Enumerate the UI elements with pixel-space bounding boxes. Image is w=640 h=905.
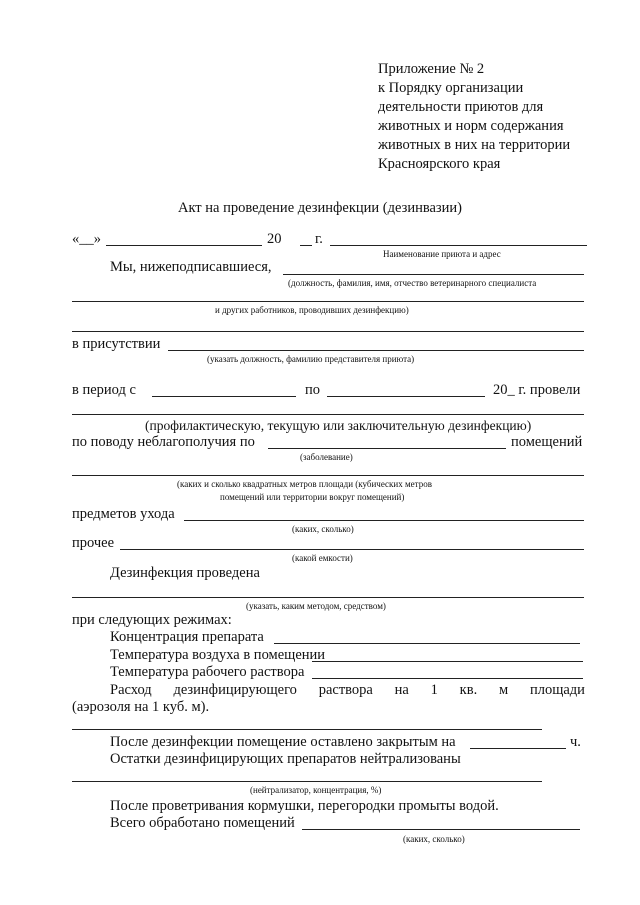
solution-temp-field[interactable] xyxy=(312,678,583,679)
appendix-line: деятельности приютов для xyxy=(378,99,544,115)
total-label: Всего обработано помещений xyxy=(110,815,295,831)
other-label: прочее xyxy=(72,535,115,551)
air-temp-field[interactable] xyxy=(312,661,583,662)
closed-hours-field[interactable] xyxy=(470,748,566,749)
aerosol-text: (аэрозоля на 1 куб. м). xyxy=(72,699,210,715)
care-field[interactable] xyxy=(184,520,584,521)
area-field[interactable] xyxy=(72,475,584,476)
presence-hint: (указать должность, фамилию представителя приюта) xyxy=(207,354,415,364)
closed-suffix: ч. xyxy=(570,734,581,750)
appendix-line: Приложение № 2 xyxy=(378,61,485,77)
shelter-hint: Наименование приюта и адрес xyxy=(383,249,501,259)
consumption-word: дезинфицирующего xyxy=(173,682,297,698)
care-label: предметов ухода xyxy=(72,506,175,522)
total-field[interactable] xyxy=(302,829,580,830)
page-title: Акт на проведение дезинфекции (дезинвазии) xyxy=(177,200,463,216)
consumption-word: раствора xyxy=(318,682,373,698)
period-year: 20_ г. провели xyxy=(493,382,581,398)
year-field[interactable] xyxy=(300,245,312,246)
total-hint: (каких, сколько) xyxy=(403,834,465,844)
presence-field[interactable] xyxy=(168,350,584,351)
reason-label: по поводу неблагополучия по xyxy=(72,434,255,450)
period-to-label: по xyxy=(305,382,321,398)
solution-temp-label: Температура рабочего раствора xyxy=(110,664,305,680)
appendix-line: к Порядку организации xyxy=(378,80,524,96)
method-field[interactable] xyxy=(72,597,584,598)
presence-label: в присутствии xyxy=(72,336,161,352)
concentration-field[interactable] xyxy=(274,643,580,644)
period-label: в период с xyxy=(72,382,136,398)
area-hint: помещений или территории вокруг помещений) xyxy=(220,492,405,502)
year-suffix: г. xyxy=(315,231,323,247)
disease-hint: (заболевание) xyxy=(300,452,353,462)
consumption-word: 1 xyxy=(430,682,438,698)
area-hint: (каких и сколько квадратных метров площади (кубических метров xyxy=(177,479,432,489)
year-label: 20 xyxy=(267,231,282,247)
consumption-line xyxy=(110,682,585,699)
disease-field[interactable] xyxy=(268,448,506,449)
residues-label: Остатки дезинфицирующих препаратов нейтрализованы xyxy=(110,751,461,767)
consumption-word: м xyxy=(498,682,509,698)
consumption-word: Расход xyxy=(110,682,152,698)
date-field[interactable] xyxy=(106,245,262,246)
period-to-field[interactable] xyxy=(327,396,485,397)
method-hint: (указать, каким методом, средством) xyxy=(246,601,386,611)
air-temp-label: Температура воздуха в помещении xyxy=(110,647,326,663)
concentration-label: Концентрация препарата xyxy=(110,629,264,645)
consumption-word: площади xyxy=(529,682,585,698)
date-quote: «__» xyxy=(72,231,101,247)
disinfection-label: Дезинфекция проведена xyxy=(110,565,260,581)
modes-label: при следующих режимах: xyxy=(72,612,232,628)
type-hint: (профилактическую, текущую или заключительную дезинфекцию) xyxy=(145,418,532,433)
undersigned-hint: (должность, фамилия, имя, отчество ветеринарного специалиста xyxy=(288,278,537,288)
reason-suffix: помещений xyxy=(511,434,583,450)
undersigned-label: Мы, нижеподписавшиеся, xyxy=(110,259,272,275)
consumption-word: кв. xyxy=(459,682,478,698)
type-field[interactable] xyxy=(72,414,584,415)
blank-line[interactable] xyxy=(72,331,584,332)
others-hint: и других работников, проводивших дезинфекцию) xyxy=(215,305,409,315)
neutralizer-hint: (нейтрализатор, концентрация, %) xyxy=(250,785,382,795)
other-hint: (какой емкости) xyxy=(292,553,353,563)
appendix-line: животных и норм содержания xyxy=(378,118,564,134)
closed-label: После дезинфекции помещение оставлено закрытым на xyxy=(110,734,456,750)
ventilation-text: После проветривания кормушки, перегородки промыты водой. xyxy=(110,798,499,814)
other-field[interactable] xyxy=(120,549,584,550)
shelter-field[interactable] xyxy=(330,245,587,246)
appendix-line: животных в них на территории xyxy=(378,137,571,153)
care-hint: (каких, сколько) xyxy=(292,524,354,534)
neutralizer-field[interactable] xyxy=(72,781,542,782)
undersigned-field[interactable] xyxy=(283,274,584,275)
period-from-field[interactable] xyxy=(152,396,296,397)
consumption-word: на xyxy=(394,682,409,698)
others-field[interactable] xyxy=(72,301,584,302)
appendix-line: Красноярского края xyxy=(378,156,501,172)
consumption-field[interactable] xyxy=(72,729,542,730)
